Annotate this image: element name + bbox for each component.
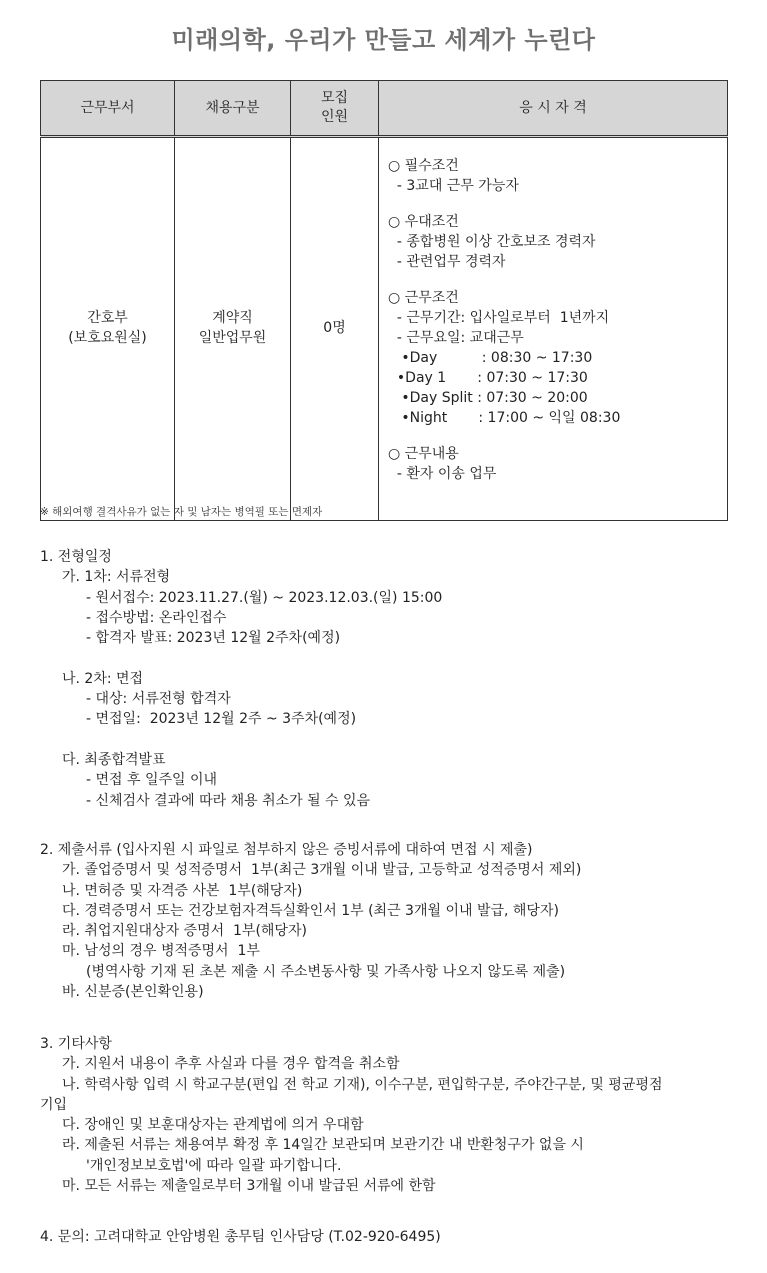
list-item: 가. 지원서 내용이 추후 사실과 다를 경우 합격을 취소함 bbox=[62, 1056, 400, 1073]
required-heading: ○ 필수조건 bbox=[388, 158, 459, 174]
list-item: 나. 면허증 및 자격증 사본 1부(해당자) bbox=[62, 882, 303, 899]
conditions-block bbox=[388, 288, 727, 428]
dept-line1: 간호부 bbox=[87, 310, 128, 327]
header-count-line2: 인원 bbox=[320, 109, 349, 125]
duty-item: - 환자 이송 업무 bbox=[388, 466, 497, 482]
shift-day-split: •Day Split : 07:30 ~ 20:00 bbox=[388, 390, 588, 406]
conditions-item: - 근무요일: 교대근무 bbox=[388, 330, 524, 346]
preferred-heading: ○ 우대조건 bbox=[388, 214, 459, 230]
shift-night: •Night : 17:00 ~ 익일 08:30 bbox=[388, 410, 621, 426]
shift-day: •Day : 08:30 ~ 17:30 bbox=[388, 350, 593, 366]
header-type: 채용구분 bbox=[175, 81, 291, 137]
list-item: (병역사항 기재 된 초본 제출 시 주소변동사항 및 가족사항 나오지 않도록 제출) bbox=[86, 963, 566, 980]
section-heading: 1. 전형일정 bbox=[40, 549, 112, 565]
type-line2: 일반업무원 bbox=[198, 330, 267, 346]
required-item: - 3교대 근무 가능자 bbox=[388, 178, 519, 194]
page-title: 미래의학, 우리가 만들고 세계가 누린다 bbox=[171, 26, 596, 54]
cell-type bbox=[175, 137, 291, 521]
list-item: 라. 제출된 서류는 채용여부 확정 후 14일간 보관되며 보관기간 내 반환청구가 없을 시 bbox=[62, 1137, 584, 1154]
list-item: 라. 취업지원대상자 증명서 1부(해당자) bbox=[62, 923, 307, 940]
list-item: 다. 장애인 및 보훈대상자는 관계법에 의거 우대함 bbox=[62, 1117, 364, 1134]
list-item: 가. 졸업증명서 및 성적증명서 1부(최근 3개월 이내 발급, 고등학교 성적증명서 제외) bbox=[62, 862, 582, 879]
duty-heading: ○ 근무내용 bbox=[388, 446, 459, 462]
preferred-item: - 관련업무 경력자 bbox=[388, 254, 506, 270]
list-item: 나. 학력사항 입력 시 학교구분(편입 전 학교 기재), 이수구분, 편입학구분, 주야간구분, 및 평균평점 bbox=[62, 1076, 663, 1093]
section-documents bbox=[40, 840, 581, 1002]
list-item: - 대상: 서류전형 합격자 bbox=[86, 691, 231, 708]
list-item: 기입 bbox=[40, 1096, 68, 1113]
preferred-block bbox=[388, 212, 727, 272]
cell-count: 0명 bbox=[291, 137, 379, 521]
dept-line2: (보호요원실) bbox=[68, 330, 147, 346]
table-row bbox=[41, 137, 728, 521]
preferred-item: - 종합병원 이상 간호보조 경력자 bbox=[388, 234, 596, 250]
section-heading: 3. 기타사항 bbox=[40, 1036, 112, 1052]
header-qualification: 응 시 자 격 bbox=[379, 81, 728, 137]
list-item: - 신체검사 결과에 따라 채용 취소가 될 수 있음 bbox=[86, 792, 371, 809]
list-item: - 합격자 발표: 2023년 12월 2주차(예정) bbox=[86, 630, 341, 647]
recruitment-table bbox=[40, 80, 728, 521]
cell-dept bbox=[41, 137, 175, 521]
table-footnote: ※ 해외여행 결격사유가 없는 자 및 남자는 병역필 또는 면제자 bbox=[40, 506, 323, 518]
section-contact bbox=[40, 1227, 441, 1247]
section-heading: 2. 제출서류 (입사지원 시 파일로 첨부하지 않은 증빙서류에 대하여 면접 시 제출) bbox=[40, 842, 533, 858]
list-item: 바. 신분증(본인확인용) bbox=[62, 984, 204, 1001]
required-block bbox=[388, 156, 727, 196]
conditions-heading: ○ 근무조건 bbox=[388, 290, 459, 306]
cell-qualification bbox=[379, 137, 728, 521]
duty-block bbox=[388, 444, 727, 484]
list-item: - 면접일: 2023년 12월 2주 ~ 3주차(예정) bbox=[86, 711, 357, 728]
list-item: - 면접 후 일주일 이내 bbox=[86, 772, 218, 789]
section-schedule bbox=[40, 547, 442, 811]
conditions-item: - 근무기간: 입사일로부터 1년까지 bbox=[388, 310, 610, 326]
list-item: 나. 2차: 면접 bbox=[62, 670, 144, 687]
header-dept: 근무부서 bbox=[41, 81, 175, 137]
list-item: - 원서접수: 2023.11.27.(월) ~ 2023.12.03.(일) 15:00 bbox=[86, 589, 443, 606]
list-item: 마. 모든 서류는 제출일로부터 3개월 이내 발급된 서류에 한함 bbox=[62, 1178, 436, 1195]
list-item: 다. 최종합격발표 bbox=[62, 751, 166, 768]
list-item: '개인정보보호법'에 따라 일괄 파기합니다. bbox=[86, 1157, 342, 1174]
list-item: 가. 1차: 서류전형 bbox=[62, 569, 171, 586]
contact-line: 4. 문의: 고려대학교 안암병원 총무팀 인사담당 (T.02-920-6495) bbox=[40, 1229, 441, 1245]
list-item: 다. 경력증명서 또는 건강보험자격득실확인서 1부 (최근 3개월 이내 발급, 해당자) bbox=[62, 902, 559, 919]
shift-day1: •Day 1 : 07:30 ~ 17:30 bbox=[388, 370, 588, 386]
header-count-line1: 모집 bbox=[320, 90, 349, 107]
header-count bbox=[291, 81, 379, 137]
list-item: - 접수방법: 온라인접수 bbox=[86, 609, 227, 626]
table-header-row bbox=[41, 81, 728, 137]
list-item: 마. 남성의 경우 병적증명서 1부 bbox=[62, 943, 260, 960]
section-misc bbox=[40, 1034, 663, 1196]
type-line1: 계약직 bbox=[212, 310, 253, 327]
